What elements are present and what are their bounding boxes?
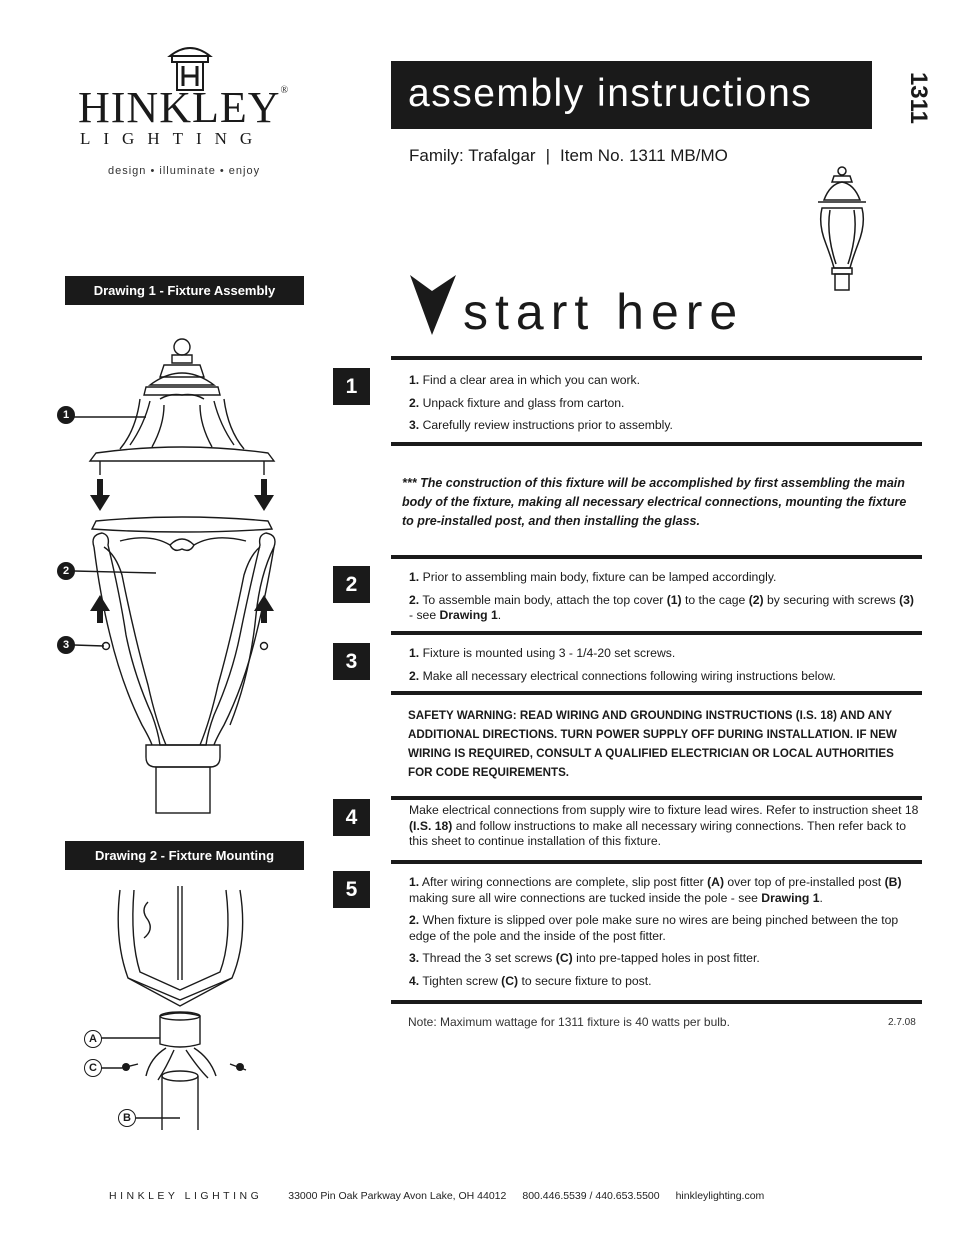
- start-arrow-icon: [410, 275, 456, 335]
- fixture-assembly-drawing: [60, 335, 320, 820]
- step4-paragraph: Make electrical connections from supply wire to fixture lead wires. Refer to instruction sheet 18 (I.S. 18) and follow instructions to make all necessary wiring connections. Then refer back to this sheet to continue installation of this fixture.: [409, 803, 919, 848]
- step-number-1: 1: [333, 368, 370, 405]
- step4-text: [409, 803, 921, 857]
- drawing1-label: Drawing 1 - Fixture Assembly: [65, 276, 304, 305]
- step2-text: [409, 570, 921, 631]
- page-title: assembly instructions: [408, 72, 813, 115]
- step-number-2: 2: [333, 566, 370, 603]
- step5-line-3: 3. Thread the 3 set screws (C) into pre-tapped holes in post fitter.: [409, 951, 760, 965]
- step3-line-2: 2. Make all necessary electrical connections following wiring instructions below.: [409, 668, 836, 683]
- title-bar: [391, 61, 872, 129]
- callout-3: 3: [57, 636, 75, 654]
- callout-b: B: [118, 1109, 136, 1127]
- step5-text: [409, 875, 921, 996]
- item-number-vertical: 1311: [905, 71, 932, 125]
- step2-line-1: 1. Prior to assembling main body, fixture can be lamped accordingly.: [409, 570, 777, 584]
- rule-step4-top: [391, 796, 922, 800]
- family-label: Family: Trafalgar: [409, 146, 536, 165]
- step3-line-1: 1. Fixture is mounted using 3 - 1/4-20 set screws.: [409, 646, 676, 660]
- step-number-3: 3: [333, 643, 370, 680]
- step-number-4: 4: [333, 799, 370, 836]
- item-label: Item No. 1311 MB/MO: [560, 146, 728, 165]
- fixture-mounting-drawing: [80, 880, 270, 1130]
- start-here-heading: start here: [463, 284, 745, 340]
- footer: [109, 1190, 764, 1202]
- wattage-note: Note: Maximum wattage for 1311 fixture is 40 watts per bulb.: [408, 1015, 730, 1029]
- logo-tagline: design • illuminate • enjoy: [108, 165, 261, 177]
- revision-date: 2.7.08: [888, 1017, 916, 1028]
- step1-line-2: 2. Unpack fixture and glass from carton.: [409, 395, 625, 410]
- rule-step5-bottom: [391, 1000, 922, 1004]
- rule-step1-top: [391, 356, 922, 360]
- step1-text: [409, 373, 921, 441]
- logo-subtitle: LIGHTING: [80, 129, 266, 148]
- rule-step3-bottom: [391, 691, 922, 695]
- step3-text: [409, 646, 921, 691]
- step5-line-1: 1. After wiring connections are complete, slip post fitter (A) over top of pre-installed post (B) making sure all wire connections are tucked inside the pole - see Drawing 1.: [409, 875, 902, 905]
- construction-note: *** The construction of this fixture will be accomplished by first assembling the main body of the fixture, making all necessary electrical connections, mounting the fixture to pre-installed post, and then installing the glass.: [402, 476, 907, 528]
- step5-line-2: 2. When fixture is slipped over pole make sure no wires are being pinched between the top edge of the pole and the inside of the post fitter.: [409, 913, 899, 943]
- callout-c: C: [84, 1059, 102, 1077]
- step2-line-2: 2. To assemble main body, attach the top cover (1) to the cage (2) by securing with screws (3) - see Drawing 1.: [409, 592, 914, 622]
- fixture-thumbnail-icon: [812, 164, 872, 294]
- drawing2-label: Drawing 2 - Fixture Mounting: [65, 841, 304, 870]
- footer-address: 33000 Pin Oak Parkway Avon Lake, OH 44012: [288, 1190, 507, 1202]
- logo-wordmark: HINKLEY®: [78, 83, 290, 132]
- rule-step3-top: [391, 631, 922, 635]
- rule-step2-top: [391, 555, 922, 559]
- step5-line-4: 4. Tighten screw (C) to secure fixture to post.: [409, 973, 652, 988]
- family-item-line: [409, 146, 728, 166]
- rule-step5-top: [391, 860, 922, 864]
- footer-website: hinkleylighting.com: [675, 1190, 765, 1202]
- footer-brand: HINKLEY LIGHTING: [109, 1190, 263, 1202]
- footer-phone: 800.446.5539 / 440.653.5500: [522, 1190, 660, 1202]
- step1-line-1: 1. Find a clear area in which you can work.: [409, 373, 641, 387]
- separator: |: [545, 146, 551, 165]
- callout-a: A: [84, 1030, 102, 1048]
- callout-2: 2: [57, 562, 75, 580]
- rule-step1-bottom: [391, 442, 922, 446]
- step-number-5: 5: [333, 871, 370, 908]
- callout-1: 1: [57, 406, 75, 424]
- step1-line-3: 3. Carefully review instructions prior to assembly.: [409, 418, 673, 432]
- safety-warning: SAFETY WARNING: READ WIRING AND GROUNDING INSTRUCTIONS (I.S. 18) AND ANY ADDITIONAL DIRECTIONS. TURN POWER SUPPLY OFF DURING INSTALLATION. IF NEW WIRING IS REQUIRED, CONSULT A QUALIFIED ELECTRICIAN OR LOCAL AUTHORITIES FOR CODE REQUIREMENTS.: [408, 709, 897, 779]
